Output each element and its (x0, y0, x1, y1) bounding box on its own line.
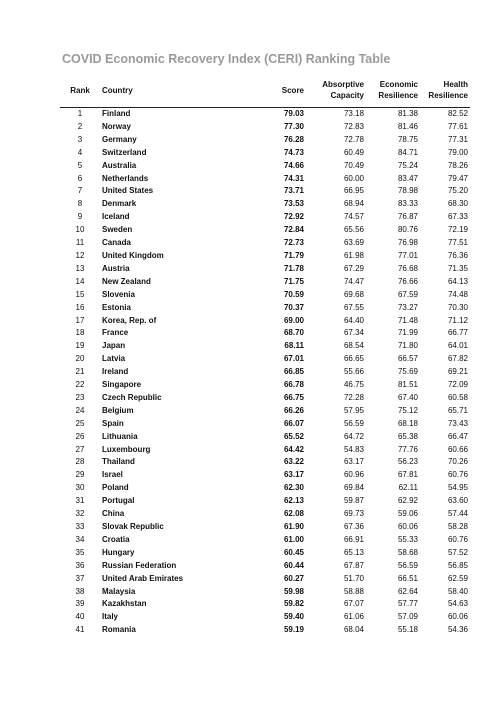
economic-resilience-cell: 71.80 (397, 341, 418, 351)
rank-cell: 38 (75, 586, 85, 596)
table-row (60, 353, 470, 366)
table-row (60, 173, 470, 186)
absorptive-capacity-cell: 46.75 (343, 380, 364, 390)
absorptive-capacity-cell: 57.95 (343, 405, 364, 415)
column-header-health-resilience: Health Resilience (420, 73, 470, 108)
table-row (60, 224, 470, 237)
score-cell: 60.44 (283, 560, 304, 570)
health-resilience-cell: 78.26 (447, 160, 468, 170)
table-row (60, 624, 470, 637)
economic-resilience-cell: 81.51 (397, 380, 418, 390)
health-resilience-cell: 57.44 (447, 509, 468, 519)
table-row (60, 560, 470, 573)
score-cell: 76.28 (283, 134, 304, 144)
absorptive-capacity-cell: 63.17 (343, 457, 364, 467)
score-cell: 73.53 (283, 199, 304, 209)
rank-cell: 23 (75, 392, 85, 402)
absorptive-capacity-cell: 66.91 (343, 534, 364, 544)
table-row (60, 237, 470, 250)
score-cell: 62.08 (283, 509, 304, 519)
header-row (60, 73, 470, 108)
table-row (60, 508, 470, 521)
country-cell: Malaysia (102, 586, 136, 596)
rank-cell: 30 (75, 483, 85, 493)
health-resilience-cell: 60.76 (447, 470, 468, 480)
country-cell: Italy (102, 612, 119, 622)
economic-resilience-cell: 81.46 (397, 121, 418, 131)
table-row (60, 211, 470, 224)
country-cell: Sweden (102, 225, 133, 235)
rank-cell: 18 (75, 328, 85, 338)
country-cell: Thailand (102, 457, 135, 467)
score-cell: 62.13 (283, 496, 304, 506)
rank-cell: 34 (75, 534, 85, 544)
economic-resilience-cell: 62.11 (398, 483, 418, 493)
column-header-country: Country (100, 73, 224, 108)
ranking-table (60, 73, 470, 637)
table-row (60, 392, 470, 405)
table-row (60, 315, 470, 328)
rank-cell: 4 (77, 147, 83, 157)
absorptive-capacity-cell: 74.57 (343, 212, 364, 222)
country-cell: Latvia (102, 354, 126, 364)
absorptive-capacity-cell: 67.34 (343, 328, 364, 338)
score-cell: 59.40 (283, 612, 304, 622)
absorptive-capacity-cell: 64.72 (343, 431, 364, 441)
rank-cell: 15 (75, 289, 85, 299)
absorptive-capacity-cell: 69.73 (343, 509, 364, 519)
score-cell: 70.37 (283, 302, 304, 312)
column-header-score: Score (224, 73, 306, 108)
country-cell: Singapore (102, 380, 142, 390)
economic-resilience-cell: 73.27 (397, 302, 418, 312)
rank-cell: 26 (75, 431, 85, 441)
health-resilience-cell: 66.47 (447, 431, 468, 441)
rank-cell: 27 (75, 444, 85, 454)
health-resilience-cell: 60.76 (447, 534, 468, 544)
absorptive-capacity-cell: 61.06 (343, 612, 364, 622)
score-cell: 74.66 (283, 160, 304, 170)
absorptive-capacity-cell: 60.00 (343, 173, 364, 183)
rank-cell: 9 (77, 212, 83, 222)
absorptive-capacity-cell: 72.28 (343, 392, 364, 402)
absorptive-capacity-cell: 69.84 (343, 483, 364, 493)
country-cell: United Kingdom (102, 250, 164, 260)
rank-cell: 17 (75, 315, 85, 325)
economic-resilience-cell: 80.76 (397, 225, 418, 235)
score-cell: 63.17 (283, 470, 304, 480)
health-resilience-cell: 73.43 (447, 418, 468, 428)
health-resilience-cell: 67.33 (447, 212, 468, 222)
score-cell: 59.82 (283, 599, 304, 609)
economic-resilience-cell: 83.47 (397, 173, 418, 183)
country-cell: Israel (102, 470, 123, 480)
table-header (60, 73, 470, 108)
country-cell: China (102, 509, 125, 519)
health-resilience-cell: 64.01 (447, 341, 468, 351)
table-row (60, 431, 470, 444)
absorptive-capacity-cell: 55.66 (343, 367, 364, 377)
economic-resilience-cell: 76.87 (397, 212, 418, 222)
rank-cell: 33 (75, 522, 85, 531)
rank-cell: 36 (75, 560, 85, 570)
rank-cell: 24 (75, 405, 85, 415)
rank-cell: 29 (75, 470, 85, 480)
health-resilience-cell: 58.28 (447, 522, 468, 531)
table-row (60, 121, 470, 134)
country-cell: Portugal (102, 496, 135, 506)
absorptive-capacity-cell: 72.78 (343, 134, 364, 144)
absorptive-capacity-cell: 56.59 (343, 418, 364, 428)
health-resilience-cell: 54.95 (447, 483, 468, 493)
score-cell: 77.30 (283, 121, 304, 131)
rank-cell: 3 (77, 134, 83, 144)
table-row (60, 366, 470, 379)
health-resilience-cell: 77.31 (447, 134, 468, 144)
economic-resilience-cell: 66.51 (397, 573, 418, 583)
economic-resilience-cell: 67.81 (397, 470, 418, 480)
country-cell: Switzerland (102, 147, 147, 157)
score-cell: 66.26 (283, 405, 304, 415)
rank-cell: 6 (77, 173, 83, 183)
country-cell: Croatia (102, 534, 130, 544)
health-resilience-cell: 60.66 (447, 444, 468, 454)
score-cell: 62.30 (283, 483, 304, 493)
economic-resilience-cell: 60.06 (397, 522, 418, 531)
economic-resilience-cell: 59.06 (397, 509, 418, 519)
table-row (60, 469, 470, 482)
country-cell: United States (102, 186, 154, 196)
table-row (60, 134, 470, 147)
table-row (60, 405, 470, 418)
table-row (60, 263, 470, 276)
health-resilience-cell: 79.00 (447, 147, 468, 157)
country-cell: Lithuania (102, 431, 138, 441)
rank-cell: 40 (75, 612, 85, 622)
economic-resilience-cell: 56.59 (397, 560, 418, 570)
score-cell: 66.07 (283, 418, 304, 428)
absorptive-capacity-cell: 73.18 (343, 109, 364, 118)
health-resilience-cell: 70.30 (447, 302, 468, 312)
country-cell: Luxembourg (102, 444, 151, 454)
score-cell: 60.45 (283, 547, 304, 557)
economic-resilience-cell: 75.12 (397, 405, 418, 415)
economic-resilience-cell: 55.18 (397, 625, 418, 635)
economic-resilience-cell: 81.38 (397, 109, 418, 118)
column-header-economic-resilience: Economic Resilience (366, 73, 420, 108)
page-title: COVID Economic Recovery Index (CERI) Ranking Table (62, 52, 391, 66)
health-resilience-cell: 76.36 (447, 250, 468, 260)
health-resilience-cell: 60.58 (447, 392, 468, 402)
health-resilience-cell: 72.19 (447, 225, 468, 235)
rank-cell: 14 (75, 276, 85, 286)
absorptive-capacity-cell: 67.36 (343, 522, 364, 531)
country-cell: Canada (102, 238, 131, 248)
health-resilience-cell: 67.82 (447, 354, 468, 364)
absorptive-capacity-cell: 58.88 (343, 586, 364, 596)
table-row (60, 598, 470, 611)
score-cell: 60.27 (283, 573, 304, 583)
country-cell: Russian Federation (102, 560, 177, 570)
absorptive-capacity-cell: 67.07 (343, 599, 364, 609)
absorptive-capacity-cell: 67.29 (343, 263, 364, 273)
absorptive-capacity-cell: 65.13 (343, 547, 364, 557)
score-cell: 69.00 (283, 315, 304, 325)
absorptive-capacity-cell: 66.65 (343, 354, 364, 364)
table-row (60, 573, 470, 586)
rank-cell: 16 (75, 302, 85, 312)
absorptive-capacity-cell: 72.83 (343, 121, 364, 131)
score-cell: 72.92 (283, 212, 304, 222)
score-cell: 71.78 (283, 263, 304, 273)
economic-resilience-cell: 58.68 (397, 547, 418, 557)
country-cell: Norway (102, 121, 131, 131)
rank-cell: 35 (75, 547, 85, 557)
absorptive-capacity-cell: 74.47 (343, 276, 364, 286)
health-resilience-cell: 69.21 (447, 367, 468, 377)
rank-cell: 2 (77, 121, 83, 131)
country-cell: Belgium (102, 405, 134, 415)
health-resilience-cell: 74.48 (447, 289, 468, 299)
table-row (60, 185, 470, 198)
table-row (60, 456, 470, 469)
economic-resilience-cell: 56.23 (397, 457, 418, 467)
absorptive-capacity-cell: 60.49 (343, 147, 364, 157)
score-cell: 73.71 (283, 186, 304, 196)
economic-resilience-cell: 68.18 (397, 418, 418, 428)
score-cell: 70.59 (283, 289, 304, 299)
column-header-rank: Rank (60, 73, 100, 108)
score-cell: 71.75 (283, 276, 304, 286)
country-cell: France (102, 328, 129, 338)
table-row (60, 444, 470, 457)
score-cell: 65.52 (283, 431, 304, 441)
absorptive-capacity-cell: 59.87 (343, 496, 364, 506)
country-cell: Korea, Rep. of (102, 315, 157, 325)
score-cell: 64.42 (283, 444, 304, 454)
country-cell: United Arab Emirates (102, 573, 184, 583)
health-resilience-cell: 60.06 (447, 612, 468, 622)
economic-resilience-cell: 55.33 (397, 534, 418, 544)
table-row (60, 302, 470, 315)
score-cell: 66.75 (283, 392, 304, 402)
score-cell: 63.22 (283, 457, 304, 467)
rank-cell: 5 (77, 160, 83, 170)
economic-resilience-cell: 76.68 (397, 263, 418, 273)
health-resilience-cell: 62.59 (447, 573, 468, 583)
country-cell: Denmark (102, 199, 137, 209)
economic-resilience-cell: 57.09 (397, 612, 418, 622)
country-cell: Romania (102, 625, 136, 635)
economic-resilience-cell: 57.77 (397, 599, 418, 609)
economic-resilience-cell: 83.33 (397, 199, 418, 209)
economic-resilience-cell: 67.40 (397, 392, 418, 402)
table-row (60, 611, 470, 624)
table-row (60, 340, 470, 353)
economic-resilience-cell: 71.48 (397, 315, 418, 325)
absorptive-capacity-cell: 70.49 (343, 160, 364, 170)
health-resilience-cell: 72.09 (447, 380, 468, 390)
score-cell: 61.00 (283, 534, 304, 544)
economic-resilience-cell: 77.76 (397, 444, 418, 454)
economic-resilience-cell: 77.01 (397, 250, 418, 260)
score-cell: 67.01 (283, 354, 304, 364)
absorptive-capacity-cell: 63.69 (343, 238, 364, 248)
rank-cell: 1 (77, 109, 83, 118)
score-cell: 74.73 (283, 147, 304, 157)
health-resilience-cell: 79.47 (447, 173, 468, 183)
rank-cell: 19 (75, 341, 85, 351)
table-row (60, 276, 470, 289)
absorptive-capacity-cell: 67.87 (343, 560, 364, 570)
rank-cell: 11 (75, 238, 85, 248)
column-header-absorptive-capacity: Absorptive Capacity (306, 73, 366, 108)
rank-cell: 41 (75, 625, 85, 635)
health-resilience-cell: 54.36 (447, 625, 468, 635)
score-cell: 79.03 (283, 109, 304, 118)
score-cell: 74.31 (283, 173, 304, 183)
health-resilience-cell: 54.63 (447, 599, 468, 609)
economic-resilience-cell: 75.69 (397, 367, 418, 377)
absorptive-capacity-cell: 65.56 (343, 225, 364, 235)
absorptive-capacity-cell: 54.83 (343, 444, 364, 454)
table-row (60, 586, 470, 599)
rank-cell: 12 (75, 250, 85, 260)
score-cell: 72.84 (283, 225, 304, 235)
economic-resilience-cell: 66.57 (397, 354, 418, 364)
table-row (60, 289, 470, 302)
country-cell: Japan (102, 341, 126, 351)
score-cell: 66.78 (283, 380, 304, 390)
table-row (60, 418, 470, 431)
economic-resilience-cell: 65.38 (397, 431, 418, 441)
country-cell: Czech Republic (102, 392, 162, 402)
health-resilience-cell: 71.35 (447, 263, 468, 273)
absorptive-capacity-cell: 67.55 (343, 302, 364, 312)
health-resilience-cell: 64.13 (447, 276, 468, 286)
country-cell: Finland (102, 109, 131, 118)
rank-cell: 28 (75, 457, 85, 467)
score-cell: 61.90 (283, 522, 304, 531)
score-cell: 66.85 (283, 367, 304, 377)
country-cell: Iceland (102, 212, 130, 222)
health-resilience-cell: 75.20 (447, 186, 468, 196)
absorptive-capacity-cell: 68.04 (343, 625, 364, 635)
health-resilience-cell: 65.71 (447, 405, 468, 415)
country-cell: Estonia (102, 302, 131, 312)
health-resilience-cell: 82.52 (447, 109, 468, 118)
health-resilience-cell: 77.61 (447, 121, 468, 131)
economic-resilience-cell: 76.66 (397, 276, 418, 286)
economic-resilience-cell: 71.99 (397, 328, 418, 338)
country-cell: Slovak Republic (102, 522, 164, 531)
rank-cell: 22 (75, 380, 85, 390)
economic-resilience-cell: 75.24 (397, 160, 418, 170)
health-resilience-cell: 56.85 (447, 560, 468, 570)
country-cell: Netherlands (102, 173, 149, 183)
table-row (60, 534, 470, 547)
table-row (60, 482, 470, 495)
table-row (60, 547, 470, 560)
economic-resilience-cell: 84.71 (397, 147, 418, 157)
health-resilience-cell: 71.12 (447, 315, 468, 325)
country-cell: Germany (102, 134, 137, 144)
country-cell: Slovenia (102, 289, 135, 299)
health-resilience-cell: 63.60 (447, 496, 468, 506)
economic-resilience-cell: 76.98 (397, 238, 418, 248)
score-cell: 71.79 (283, 250, 304, 260)
rank-cell: 20 (75, 354, 85, 364)
absorptive-capacity-cell: 64.40 (343, 315, 364, 325)
health-resilience-cell: 70.26 (447, 457, 468, 467)
rank-cell: 25 (75, 418, 85, 428)
table-row (60, 495, 470, 508)
rank-cell: 8 (77, 199, 83, 209)
table-row (60, 521, 470, 534)
country-cell: Spain (102, 418, 124, 428)
economic-resilience-cell: 62.92 (397, 496, 418, 506)
country-cell: Austria (102, 263, 130, 273)
table-row (60, 250, 470, 263)
absorptive-capacity-cell: 61.98 (343, 250, 364, 260)
health-resilience-cell: 58.40 (447, 586, 468, 596)
score-cell: 59.98 (283, 586, 304, 596)
score-cell: 72.73 (283, 238, 304, 248)
score-cell: 68.70 (283, 328, 304, 338)
rank-cell: 13 (75, 263, 85, 273)
table-row (60, 379, 470, 392)
absorptive-capacity-cell: 60.96 (343, 470, 364, 480)
absorptive-capacity-cell: 69.68 (343, 289, 364, 299)
absorptive-capacity-cell: 51.70 (343, 573, 364, 583)
health-resilience-cell: 57.52 (447, 547, 468, 557)
score-cell: 68.11 (284, 341, 304, 351)
economic-resilience-cell: 67.59 (397, 289, 418, 299)
absorptive-capacity-cell: 66.95 (343, 186, 364, 196)
country-cell: Hungary (102, 547, 135, 557)
table-body (60, 108, 470, 638)
rank-cell: 7 (77, 186, 83, 196)
absorptive-capacity-cell: 68.94 (343, 199, 364, 209)
table-row (60, 160, 470, 173)
health-resilience-cell: 66.77 (447, 328, 468, 338)
health-resilience-cell: 77.51 (447, 238, 468, 248)
rank-cell: 31 (75, 496, 85, 506)
country-cell: Ireland (102, 367, 129, 377)
table-row (60, 147, 470, 160)
country-cell: Australia (102, 160, 137, 170)
country-cell: Poland (102, 483, 129, 493)
economic-resilience-cell: 78.75 (397, 134, 418, 144)
rank-cell: 10 (75, 225, 85, 235)
rank-cell: 39 (75, 599, 85, 609)
absorptive-capacity-cell: 68.54 (343, 341, 364, 351)
health-resilience-cell: 68.30 (447, 199, 468, 209)
rank-cell: 21 (75, 367, 85, 377)
table-row (60, 108, 470, 121)
table-row (60, 327, 470, 340)
economic-resilience-cell: 62.64 (397, 586, 418, 596)
economic-resilience-cell: 78.98 (397, 186, 418, 196)
score-cell: 59.19 (283, 625, 304, 635)
country-cell: Kazakhstan (102, 599, 147, 609)
rank-cell: 37 (75, 573, 85, 583)
table-row (60, 198, 470, 211)
country-cell: New Zealand (102, 276, 151, 286)
rank-cell: 32 (75, 509, 85, 519)
